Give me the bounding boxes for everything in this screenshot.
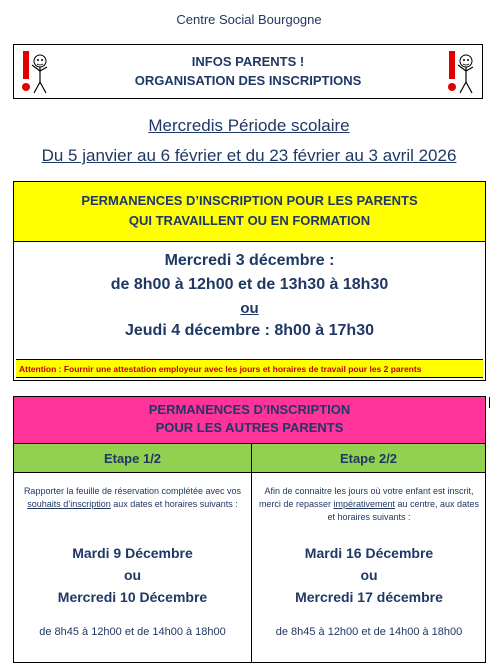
step2-text-after: au centre, aux dates et horaires suivants : xyxy=(327,499,480,522)
period-title: Mercredis Période scolaire xyxy=(148,116,350,135)
step2-hours: de 8h45 à 12h00 et de 14h00 à 18h00 xyxy=(275,626,463,638)
working-hours1: de 8h00 à 12h00 et de 13h30 à 18h30 xyxy=(110,276,389,293)
step1-text-before: Rapporter la feuille de réservation complétée avec vos xyxy=(23,486,242,496)
header-banner xyxy=(13,44,483,99)
step1-text-underlined: souhaits d’inscription xyxy=(27,499,111,509)
step2-or: ou xyxy=(360,567,378,583)
section-others-header xyxy=(14,397,485,443)
section-working-header xyxy=(14,182,485,242)
attention-note: Attention : Fournir une attestation employeur avec les jours et horaires de travail pour les 2 parents xyxy=(16,359,483,378)
step1-column xyxy=(14,473,251,662)
exclamation-mascot-icon xyxy=(446,49,476,97)
step1-header: Etape 1/2 xyxy=(14,443,251,473)
step1-text-after: aux dates et horaires suivants : xyxy=(110,499,238,509)
working-or: ou xyxy=(240,300,259,317)
section-working-title-line1: PERMANENCES D’INSCRIPTION POUR LES PARENTS xyxy=(81,193,418,208)
header-title-line1: INFOS PARENTS ! xyxy=(191,54,305,69)
step1-hours: de 8h45 à 12h00 et de 14h00 à 18h00 xyxy=(39,626,226,638)
step1-or: ou xyxy=(123,567,142,583)
step1-date1: Mardi 9 Décembre xyxy=(72,545,193,561)
header-title xyxy=(54,52,442,90)
exclamation-mascot-icon xyxy=(20,49,50,97)
section-others-title-line2: POUR LES AUTRES PARENTS xyxy=(155,420,344,435)
section-other-parents xyxy=(13,396,486,663)
working-date1: Mercredi 3 décembre : xyxy=(164,252,335,269)
step1-instructions xyxy=(20,485,245,511)
step2-instructions xyxy=(258,485,480,524)
step2-text-before: Afin de connaitre les jours où votre enfant est inscrit, merci de repasser xyxy=(258,486,474,509)
organization-name: Centre Social Bourgogne xyxy=(176,12,322,27)
period-dates: Du 5 janvier au 6 février et du 23 février au 3 avril 2026 xyxy=(41,146,457,165)
step2-column xyxy=(251,473,486,662)
step2-date2: Mercredi 17 décembre xyxy=(295,589,443,605)
step2-date1: Mardi 16 Décembre xyxy=(304,545,434,561)
working-date2-hours: Jeudi 4 décembre : 8h00 à 17h30 xyxy=(124,322,374,339)
step2-header: Etape 2/2 xyxy=(251,443,485,473)
step2-text-underlined: impérativement xyxy=(333,499,395,509)
section-working-parents xyxy=(13,181,486,381)
section-working-body xyxy=(14,242,485,356)
section-others-title-line1: PERMANENCES D’INSCRIPTION xyxy=(148,402,351,417)
margin-marker xyxy=(489,397,490,408)
step1-date2: Mercredi 10 Décembre xyxy=(57,589,208,605)
section-working-title-line2: QUI TRAVAILLENT OU EN FORMATION xyxy=(128,213,371,228)
header-title-line2: ORGANISATION DES INSCRIPTIONS xyxy=(134,73,362,88)
